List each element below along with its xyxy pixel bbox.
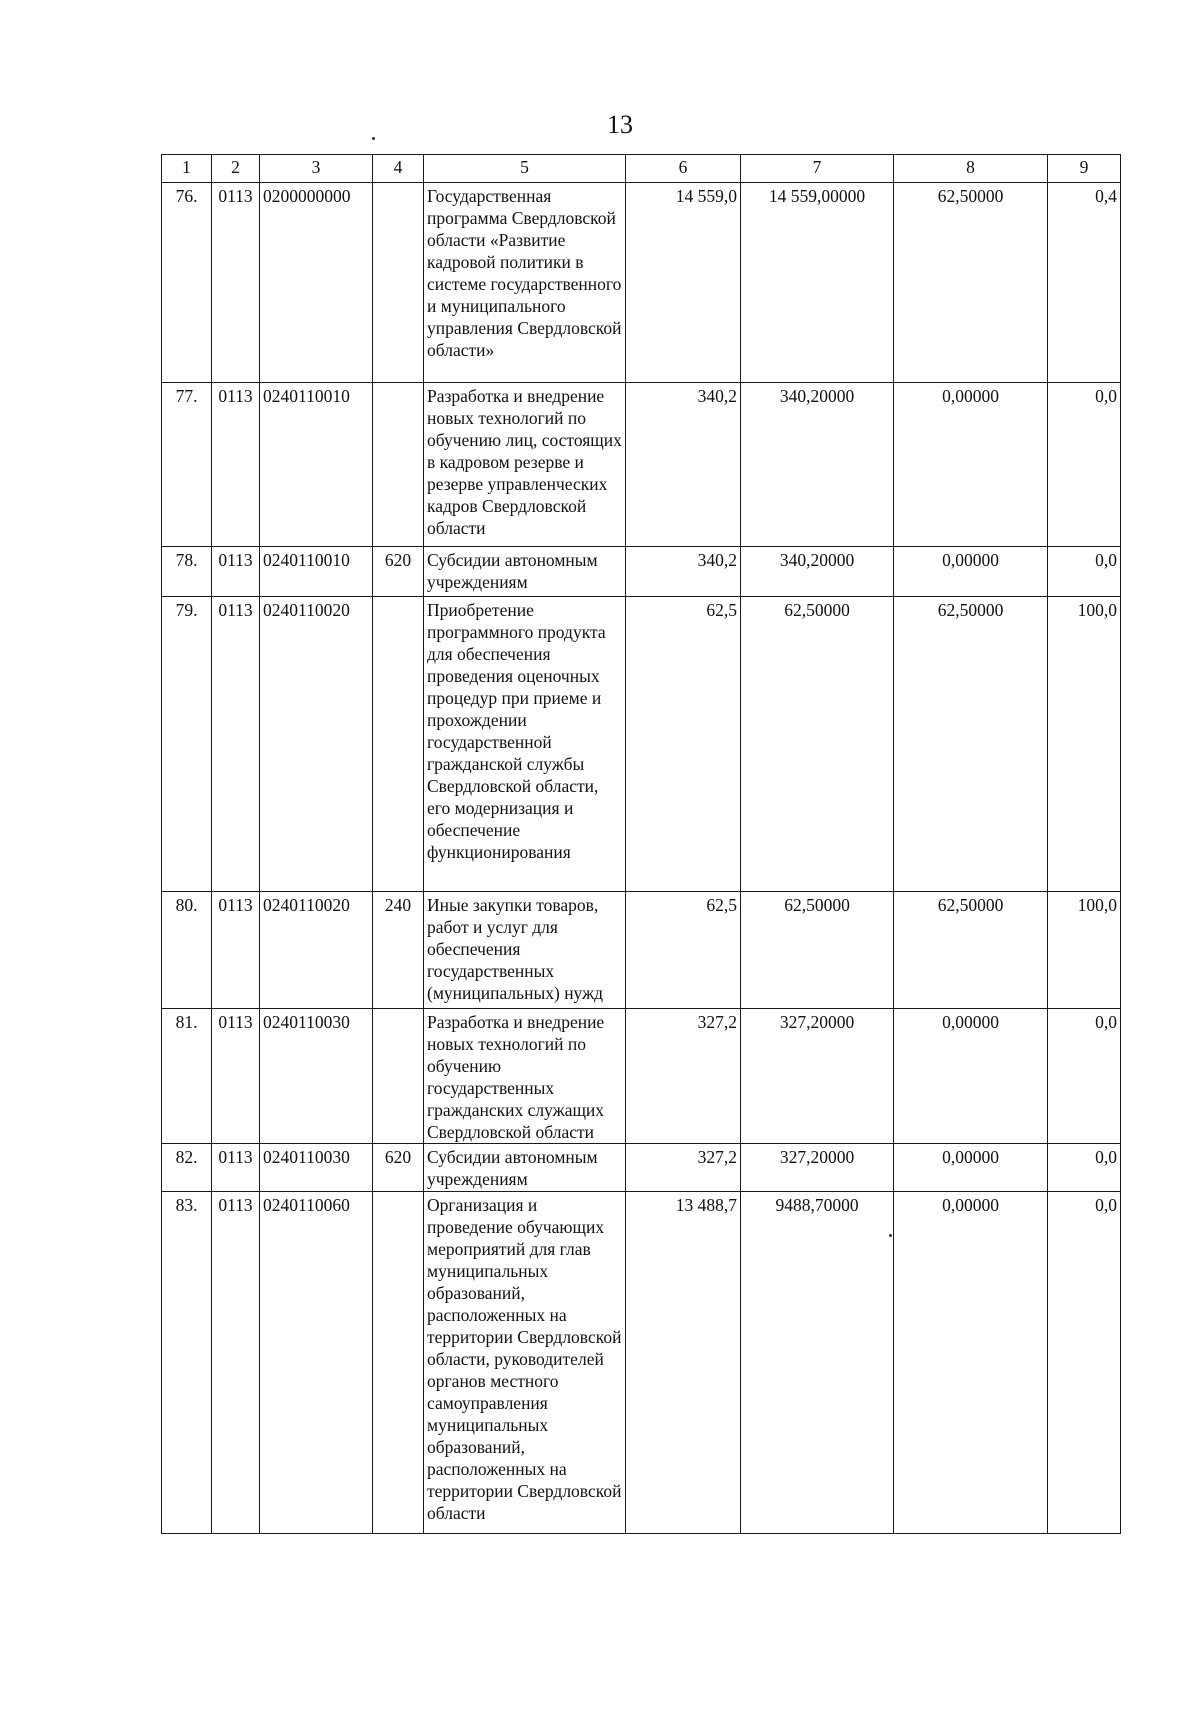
item-name: Приобретение программного продукта для обеспечения проведения оценочных процедур при приеме и прохождении государственной гражданской службы Свердловской области, его модернизация и обеспечение функционирования: [424, 597, 626, 892]
plan-amount: 62,5: [626, 597, 741, 892]
table-row: [162, 183, 1121, 383]
item-name: Иные закупки товаров, работ и услуг для обеспечения государственных (муниципальных) нужд: [424, 892, 626, 1009]
execution-percent: 0,0: [1048, 1192, 1121, 1534]
executed-amount: 0,00000: [894, 1009, 1048, 1144]
expense-type: [373, 1192, 424, 1534]
header-col-6: 6: [626, 155, 741, 183]
plan-amount: 14 559,0: [626, 183, 741, 383]
limit-amount: 9488,70000: [741, 1192, 894, 1534]
row-number: 77.: [162, 383, 212, 547]
row-number: 79.: [162, 597, 212, 892]
header-col-4: 4: [373, 155, 424, 183]
execution-percent: 0,0: [1048, 1009, 1121, 1144]
expense-type: 240: [373, 892, 424, 1009]
expense-type: [373, 1009, 424, 1144]
header-col-5: 5: [424, 155, 626, 183]
item-name: Разработка и внедрение новых технологий по обучению государственных гражданских служащих Свердловской области: [424, 1009, 626, 1144]
expense-type: [373, 597, 424, 892]
table-row: [162, 383, 1121, 547]
executed-amount: 0,00000: [894, 1192, 1048, 1534]
executed-amount: 0,00000: [894, 1144, 1048, 1192]
section-code: 0113: [212, 547, 260, 597]
table-row: [162, 892, 1121, 1009]
limit-amount: 327,20000: [741, 1009, 894, 1144]
row-number: 83.: [162, 1192, 212, 1534]
table-row: [162, 597, 1121, 892]
table-row: [162, 1009, 1121, 1144]
target-code: 0240110060: [260, 1192, 373, 1534]
row-number: 80.: [162, 892, 212, 1009]
execution-percent: 100,0: [1048, 892, 1121, 1009]
execution-percent: 0,0: [1048, 383, 1121, 547]
row-number: 76.: [162, 183, 212, 383]
item-name: Государственная программа Свердловской области «Развитие кадровой политики в системе государственного и муниципального управления Свердловской области»: [424, 183, 626, 383]
header-col-9: 9: [1048, 155, 1121, 183]
table-row: [162, 547, 1121, 597]
item-name: Организация и проведение обучающих мероприятий для глав муниципальных образований, расположенных на территории Свердловской области, руководителей органов местного самоуправления муниципальных образований, расположенных на территории Свердловской области: [424, 1192, 626, 1534]
target-code: 0240110030: [260, 1144, 373, 1192]
table-row: [162, 1144, 1121, 1192]
section-code: 0113: [212, 383, 260, 547]
section-code: 0113: [212, 892, 260, 1009]
limit-amount: 340,20000: [741, 383, 894, 547]
plan-amount: 340,2: [626, 547, 741, 597]
expense-type: [373, 183, 424, 383]
target-code: 0240110030: [260, 1009, 373, 1144]
budget-table: [161, 154, 1121, 1534]
executed-amount: 62,50000: [894, 183, 1048, 383]
execution-percent: 100,0: [1048, 597, 1121, 892]
page-number: 13: [607, 110, 633, 139]
target-code: 0240110010: [260, 547, 373, 597]
item-name: Субсидии автономным учреждениям: [424, 547, 626, 597]
row-number: 78.: [162, 547, 212, 597]
target-code: 0240110010: [260, 383, 373, 547]
limit-amount: 62,50000: [741, 597, 894, 892]
limit-amount: 14 559,00000: [741, 183, 894, 383]
header-row: [162, 155, 1121, 183]
executed-amount: 62,50000: [894, 892, 1048, 1009]
expense-type: 620: [373, 547, 424, 597]
plan-amount: 327,2: [626, 1009, 741, 1144]
header-col-8: 8: [894, 155, 1048, 183]
plan-amount: 62,5: [626, 892, 741, 1009]
target-code: 0240110020: [260, 892, 373, 1009]
section-code: 0113: [212, 183, 260, 383]
plan-amount: 13 488,7: [626, 1192, 741, 1534]
expense-type: 620: [373, 1144, 424, 1192]
item-name: Разработка и внедрение новых технологий по обучению лиц, состоящих в кадровом резерве и резерве управленческих кадров Свердловской области: [424, 383, 626, 547]
target-code: 0200000000: [260, 183, 373, 383]
target-code: 0240110020: [260, 597, 373, 892]
execution-percent: 0,4: [1048, 183, 1121, 383]
header-col-7: 7: [741, 155, 894, 183]
execution-percent: 0,0: [1048, 547, 1121, 597]
row-number: 82.: [162, 1144, 212, 1192]
expense-type: [373, 383, 424, 547]
limit-amount: 340,20000: [741, 547, 894, 597]
limit-amount: 62,50000: [741, 892, 894, 1009]
row-number: 81.: [162, 1009, 212, 1144]
scan-speck: [372, 137, 375, 140]
plan-amount: 340,2: [626, 383, 741, 547]
limit-amount: 327,20000: [741, 1144, 894, 1192]
header-col-2: 2: [212, 155, 260, 183]
section-code: 0113: [212, 1144, 260, 1192]
section-code: 0113: [212, 1009, 260, 1144]
table-row: [162, 1192, 1121, 1534]
plan-amount: 327,2: [626, 1144, 741, 1192]
header-col-3: 3: [260, 155, 373, 183]
section-code: 0113: [212, 597, 260, 892]
header-col-1: 1: [162, 155, 212, 183]
section-code: 0113: [212, 1192, 260, 1534]
executed-amount: 0,00000: [894, 547, 1048, 597]
execution-percent: 0,0: [1048, 1144, 1121, 1192]
executed-amount: 62,50000: [894, 597, 1048, 892]
item-name: Субсидии автономным учреждениям: [424, 1144, 626, 1192]
executed-amount: 0,00000: [894, 383, 1048, 547]
